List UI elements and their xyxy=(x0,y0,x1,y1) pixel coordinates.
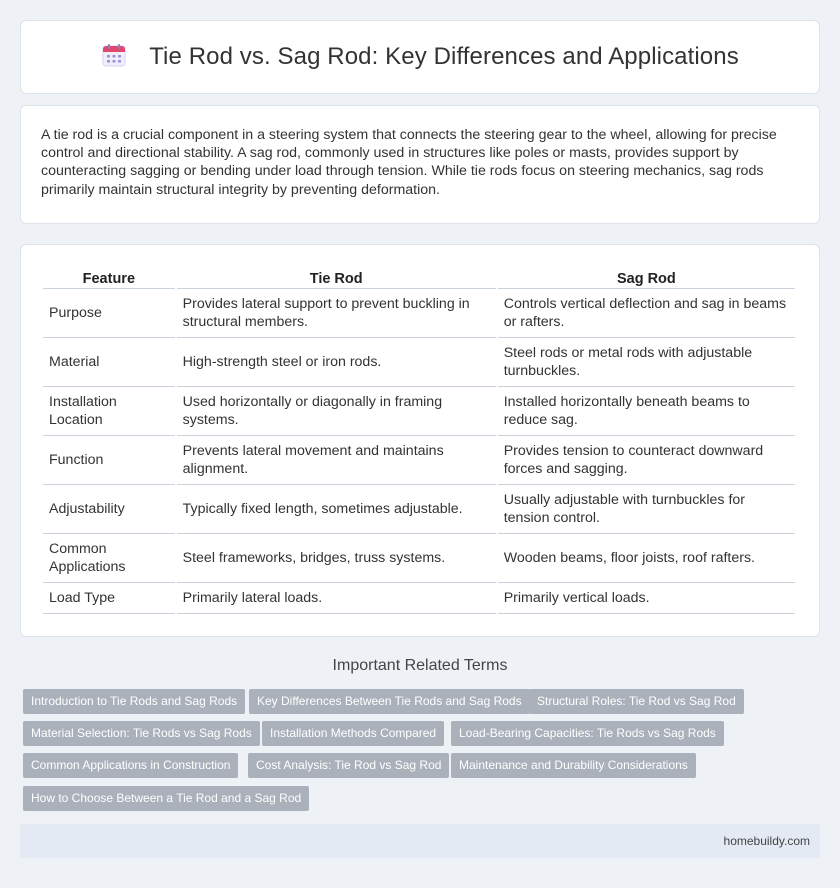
tie-rod-cell: Steel frameworks, bridges, truss systems. xyxy=(177,534,496,583)
page-title: Tie Rod vs. Sag Rod: Key Differences and Applications xyxy=(149,43,739,70)
comparison-table xyxy=(41,265,797,614)
table-row xyxy=(43,338,795,387)
related-term-link[interactable]: Cost Analysis: Tie Rod vs Sag Rod xyxy=(248,753,449,778)
feature-cell: Material xyxy=(43,338,175,387)
header-sag-rod: Sag Rod xyxy=(498,265,795,289)
table-row xyxy=(43,534,795,583)
site-name[interactable]: homebuildy.com xyxy=(723,834,810,848)
intro-card xyxy=(20,105,820,224)
header-feature: Feature xyxy=(43,265,175,289)
sag-rod-cell: Usually adjustable with turnbuckles for tension control. xyxy=(498,485,795,534)
intro-paragraph: A tie rod is a crucial component in a steering system that connects the steering gear to the wheel, allowing for precise control and directional stability. A sag rod, commonly used in structures like poles or masts, provides support by counteracting sagging or bending under load through tension. While tie rods focus on steering mechanics, sag rods primarily maintain structural integrity by preventing deformation. xyxy=(41,127,777,198)
feature-cell: Common Applications xyxy=(43,534,175,583)
feature-cell: Load Type xyxy=(43,583,175,614)
header-tie-rod: Tie Rod xyxy=(177,265,496,289)
sag-rod-cell: Steel rods or metal rods with adjustable turnbuckles. xyxy=(498,338,795,387)
tie-rod-cell: Prevents lateral movement and maintains alignment. xyxy=(177,436,496,485)
table-row xyxy=(43,436,795,485)
feature-cell: Purpose xyxy=(43,289,175,338)
related-term-link[interactable]: Material Selection: Tie Rods vs Sag Rods xyxy=(23,721,260,746)
feature-cell: Adjustability xyxy=(43,485,175,534)
tie-rod-cell: Used horizontally or diagonally in framing systems. xyxy=(177,387,496,436)
related-term-link[interactable]: Introduction to Tie Rods and Sag Rods xyxy=(23,689,245,714)
calendar-icon xyxy=(101,43,127,72)
table-row xyxy=(43,583,795,614)
feature-cell: Function xyxy=(43,436,175,485)
table-row xyxy=(43,485,795,534)
tie-rod-cell: High-strength steel or iron rods. xyxy=(177,338,496,387)
related-term-link[interactable]: Load-Bearing Capacities: Tie Rods vs Sag Rods xyxy=(451,721,724,746)
table-header-row xyxy=(43,265,795,289)
footer xyxy=(20,824,820,858)
related-term-link[interactable]: Structural Roles: Tie Rod vs Sag Rod xyxy=(529,689,744,714)
related-term-link[interactable]: Installation Methods Compared xyxy=(262,721,444,746)
sag-rod-cell: Wooden beams, floor joists, roof rafters. xyxy=(498,534,795,583)
related-term-link[interactable]: How to Choose Between a Tie Rod and a Sag Rod xyxy=(23,786,309,811)
tie-rod-cell: Primarily lateral loads. xyxy=(177,583,496,614)
sag-rod-cell: Primarily vertical loads. xyxy=(498,583,795,614)
sag-rod-cell: Controls vertical deflection and sag in beams or rafters. xyxy=(498,289,795,338)
table-row xyxy=(43,387,795,436)
comparison-card xyxy=(20,244,820,637)
related-term-link[interactable]: Common Applications in Construction xyxy=(23,753,238,778)
tie-rod-cell: Provides lateral support to prevent buckling in structural members. xyxy=(177,289,496,338)
tie-rod-cell: Typically fixed length, sometimes adjustable. xyxy=(177,485,496,534)
related-term-link[interactable]: Maintenance and Durability Considerations xyxy=(451,753,696,778)
sag-rod-cell: Provides tension to counteract downward forces and sagging. xyxy=(498,436,795,485)
title-card xyxy=(20,20,820,94)
related-term-link[interactable]: Key Differences Between Tie Rods and Sag Rods xyxy=(249,689,530,714)
table-row xyxy=(43,289,795,338)
related-terms-heading: Important Related Terms xyxy=(332,657,508,674)
feature-cell: Installation Location xyxy=(43,387,175,436)
sag-rod-cell: Installed horizontally beneath beams to reduce sag. xyxy=(498,387,795,436)
